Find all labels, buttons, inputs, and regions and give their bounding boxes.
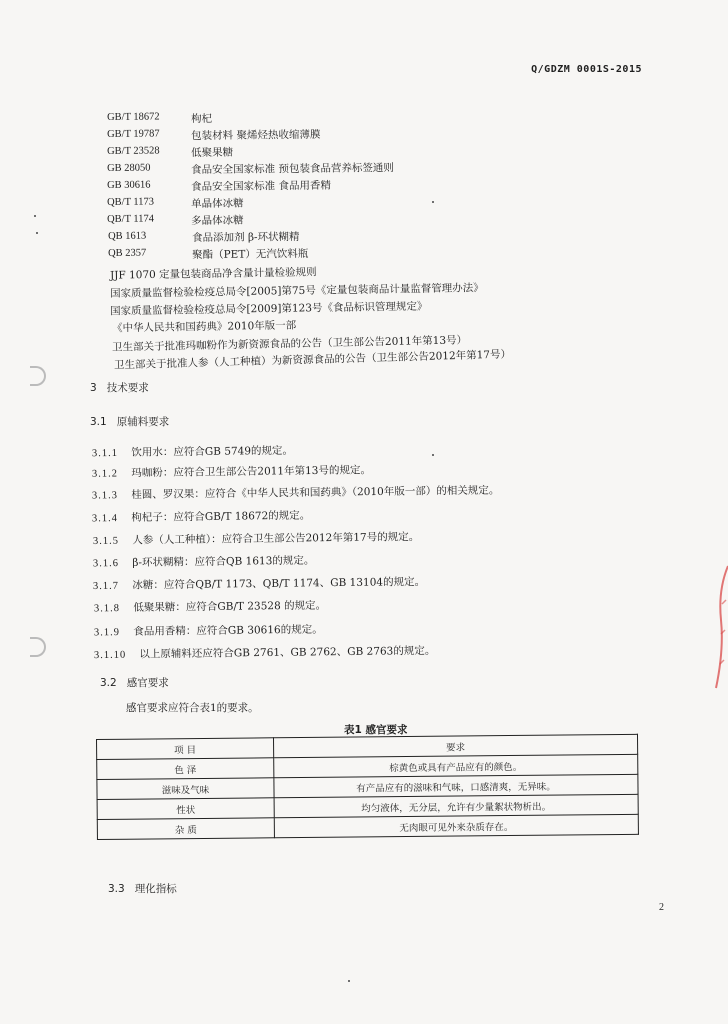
- requirement-item: [94, 643, 436, 662]
- table-cell-requirement: 无肉眼可见外来杂质存在。: [274, 814, 638, 837]
- table-cell-item: 性状: [97, 798, 274, 820]
- sensory-requirements-table: [96, 734, 639, 840]
- table-caption: 表1 感官要求: [344, 724, 408, 736]
- standard-title: 食品添加剂 β-环状糊精: [192, 230, 300, 245]
- requirement-number: 3.1.1: [91, 447, 119, 460]
- requirement-item: [94, 598, 326, 616]
- standard-code: QB 2357: [108, 247, 147, 259]
- requirement-item: [92, 443, 293, 460]
- table-row: [97, 814, 638, 839]
- section-title: 原辅料要求: [116, 416, 170, 428]
- reference-line: 国家质量监督检验检疫总局令[2009]第123号《食品标识管理规定》: [109, 300, 428, 318]
- section-title: 技术要求: [106, 382, 149, 394]
- page-number: 2: [659, 902, 664, 913]
- standard-title: 食品安全国家标准 食品用香精: [191, 179, 331, 194]
- standard-title: 聚酯（PET）无汽饮料瓶: [192, 247, 309, 262]
- requirement-text: 食品用香精：应符合GB 30616的规定。: [133, 623, 323, 638]
- standard-title: 食品安全国家标准 预包装食品营养标签通则: [191, 161, 394, 177]
- requirement-item: [93, 529, 419, 548]
- section-heading: [108, 881, 177, 896]
- requirement-text: 枸杞子：应符合GB/T 18672的规定。: [131, 509, 311, 524]
- standard-title: 单晶体冰糖: [191, 197, 244, 211]
- table-header-cell: 要求: [273, 734, 637, 757]
- requirement-item: [94, 622, 323, 640]
- section-title: 感官要求: [126, 677, 169, 689]
- requirement-item: [93, 574, 425, 593]
- red-stamp-fragment: [712, 560, 728, 700]
- requirement-text: 以上原辅料还应符合GB 2761、GB 2762、GB 2763的规定。: [139, 644, 436, 661]
- standard-title: 多晶体冰糖: [191, 214, 244, 228]
- scan-speck: [348, 980, 350, 982]
- section-heading: [90, 380, 149, 395]
- table-cell-item: 色 泽: [97, 758, 274, 780]
- scan-speck: [36, 232, 38, 234]
- section-number: 3.2: [100, 677, 117, 689]
- reference-line: JJF 1070 定量包装商品净含量计量检验规则: [109, 266, 317, 282]
- requirement-number: 3.1.2: [91, 468, 119, 480]
- table-cell-requirement: 均匀液体，无分层，允许有少量絮状物析出。: [274, 794, 638, 817]
- table-cell-requirement: 棕黄色或具有产品应有的颜色。: [274, 754, 638, 777]
- scan-speck: [432, 454, 434, 456]
- section-title: 理化指标: [134, 883, 177, 895]
- standard-code: GB/T 19787: [107, 128, 160, 140]
- standard-code: QB/T 1173: [107, 196, 155, 208]
- requirement-text: 玛咖粉：应符合卫生部公告2011年第13号的规定。: [131, 464, 372, 480]
- standard-code: GB 28050: [107, 162, 151, 174]
- section-heading: [100, 675, 169, 690]
- standard-title: 枸杞: [191, 112, 213, 126]
- standard-code: GB/T 18672: [107, 111, 160, 123]
- reference-line: 卫生部关于批准玛咖粉作为新资源食品的公告（卫生部公告2011年第13号）: [111, 334, 468, 354]
- requirement-text: 桂圆、罗汉果：应符合《中华人民共和国药典》（2010年版一部）的相关规定。: [131, 484, 500, 502]
- requirement-item: [92, 462, 371, 480]
- requirement-text: 人参（人工种植）：应符合卫生部公告2012年第17号的规定。: [132, 531, 420, 547]
- standard-code: QB/T 1174: [107, 213, 155, 225]
- standard-code: GB 30616: [107, 179, 151, 191]
- section-heading: [90, 414, 169, 429]
- scan-speck: [34, 215, 36, 217]
- requirement-item: [92, 508, 310, 526]
- standard-title: 低聚果糖: [191, 146, 234, 160]
- requirement-number: 3.1.6: [92, 558, 120, 570]
- requirement-number: 3.1.8: [93, 603, 121, 615]
- table-cell-item: 杂 质: [97, 818, 274, 840]
- reference-line: 卫生部关于批准人参（人工种植）为新资源食品的公告（卫生部公告2012年第17号）: [113, 348, 512, 372]
- document-id: Q/GDZM 0001S-2015: [531, 64, 642, 75]
- requirement-number: 3.1.10: [93, 649, 127, 662]
- table-cell-item: 滋味及气味: [97, 778, 274, 800]
- requirement-number: 3.1.4: [91, 513, 119, 525]
- requirement-number: 3.1.7: [92, 580, 120, 593]
- standard-code: GB/T 23528: [107, 145, 160, 157]
- requirement-text: 低聚果糖：应符合GB/T 23528 的规定。: [133, 599, 327, 614]
- section-number: 3.3: [108, 883, 125, 895]
- requirement-text: β-环状糊精：应符合QB 1613的规定。: [132, 554, 315, 569]
- requirement-text: 饮用水：应符合GB 5749的规定。: [131, 444, 294, 459]
- table-header-cell: 项 目: [97, 738, 274, 760]
- section-number: 3: [90, 382, 97, 394]
- table-cell-requirement: 有产品应有的滋味和气味，口感清爽，无异味。: [274, 774, 638, 797]
- requirement-number: 3.1.5: [92, 535, 120, 547]
- binder-hole: [30, 366, 46, 386]
- requirement-item: [93, 553, 315, 571]
- reference-line: 国家质量监督检验检疫总局令[2005]第75号《定量包装商品计量监督管理办法》: [109, 282, 484, 300]
- standard-code: QB 1613: [108, 230, 147, 242]
- section-paragraph: 感官要求应符合表1的要求。: [126, 702, 259, 714]
- section-number: 3.1: [90, 416, 107, 428]
- reference-line: 《中华人民共和国药典》2010年版一部: [111, 319, 297, 335]
- requirement-number: 3.1.3: [91, 490, 119, 502]
- requirement-text: 冰糖：应符合QB/T 1173、QB/T 1174、GB 13104的规定。: [132, 575, 426, 592]
- standard-title: 包装材料 聚烯烃热收缩薄膜: [191, 128, 321, 143]
- scan-speck: [432, 201, 434, 203]
- binder-hole: [30, 637, 46, 657]
- requirement-number: 3.1.9: [93, 627, 121, 639]
- requirement-item: [92, 483, 499, 503]
